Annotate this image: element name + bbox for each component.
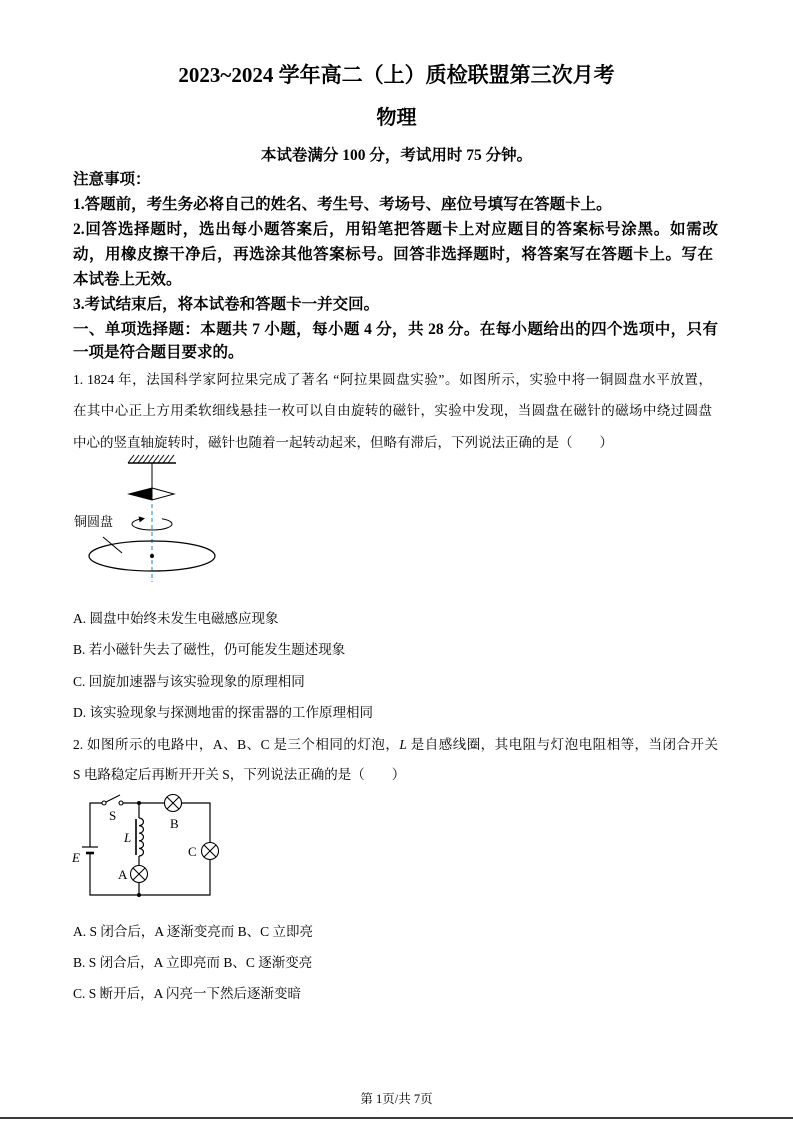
ceiling-hatch-mark — [133, 455, 139, 463]
junction-dot — [137, 893, 141, 897]
q1-stem-line: 在其中心正上方用柔软细线悬挂一枚可以自由旋转的磁针，实验中发现，当圆盘在磁针的磁场中绕过圆盘 — [73, 403, 712, 418]
ceiling-hatch-mark — [163, 455, 169, 463]
q1-option-a: A. 圆盘中始终未发生电磁感应现象 — [73, 611, 279, 626]
ceiling-hatch-mark — [168, 455, 174, 463]
notice-item-2-line: 本试卷上无效。 — [73, 271, 182, 288]
battery-label: E — [72, 850, 80, 865]
page-number: 第 1页/共 7页 — [360, 1092, 433, 1106]
switch-contact — [119, 801, 123, 805]
ceiling-hatch-mark — [148, 455, 154, 463]
disc-label: 铜圆盘 — [74, 514, 114, 529]
q2-option-a: A. S 闭合后，A 逐渐变亮而 B、C 立即亮 — [73, 924, 314, 939]
inductor-label: L — [124, 830, 132, 845]
needle-dark-half — [129, 488, 152, 500]
arago-disc-figure — [70, 450, 230, 590]
notice-item-2-line: 动，用橡皮擦干净后，再选涂其他答案标号。回答非选择题时，将答案写在答题卡上。写在 — [73, 246, 713, 263]
exam-info: 本试卷满分 100 分，考试用时 75 分钟。 — [260, 147, 533, 164]
disc-center-dot — [150, 554, 154, 558]
ceiling-hatch-mark — [158, 455, 164, 463]
exam-title: 2023~2024 学年高二（上）质检联盟第三次月考 — [178, 63, 615, 87]
bulb-a-icon — [131, 866, 148, 883]
switch-blade — [106, 795, 120, 802]
magnetic-needle — [129, 488, 174, 500]
q2-stem-part: 2. 如图所示的电路中，A、B、C 是三个相同的灯泡， — [73, 737, 400, 752]
q1-option-b: B. 若小磁针失去了磁性，仍可能发生题述现象 — [73, 642, 346, 657]
subject-title: 物理 — [376, 107, 417, 129]
bulb-b-label: B — [170, 816, 179, 831]
needle-light-half — [152, 488, 174, 500]
notice-item-1: 1.答题前，考生务必将自己的姓名、考生号、考场号、座位号填写在答题卡上。 — [73, 196, 612, 213]
q1-stem-line: 1. 1824 年，法国科学家阿拉果完成了著名 “阿拉果圆盘实验”。如图所示，实验中将一铜圆盘水平放置， — [73, 372, 712, 387]
switch-contact — [102, 801, 106, 805]
q2-stem-inductor-symbol: L — [399, 737, 407, 752]
ceiling-hatch-mark — [143, 455, 149, 463]
junction-dot — [137, 801, 141, 805]
q1-option-d: D. 该实验现象与探测地雷的探雷器的工作原理相同 — [73, 705, 373, 720]
ceiling-support — [128, 455, 176, 463]
q2-option-b: B. S 闭合后，A 立即亮而 B、C 逐渐变亮 — [73, 955, 313, 970]
notice-item-3: 3.考试结束后，将本试卷和答题卡一并交回。 — [73, 296, 380, 313]
q1-stem-line: 中心的竖直轴旋转时，磁针也随着一起转动起来，但略有滞后，下列说法正确的是（ ） — [73, 435, 613, 450]
label-leader-line — [103, 537, 122, 553]
circuit-figure — [65, 790, 230, 905]
bulb-a-label: A — [118, 867, 128, 882]
inductor-coil — [136, 818, 144, 856]
bulb-b-icon — [165, 795, 182, 812]
bulb-c-icon — [202, 843, 219, 860]
q2-stem-part: 是自感线圈，其电阻与灯泡电阻相等，当闭合开关 — [406, 737, 718, 752]
notice-item-2-line: 2.回答选择题时，选出每小题答案后，用铅笔把答题卡上对应题目的答案标号涂黑。如需改 — [73, 221, 718, 238]
q2-stem-line: S 电路稳定后再断开开关 S，下列说法正确的是（ ） — [73, 767, 406, 782]
q1-option-c: C. 回旋加速器与该实验现象的原理相同 — [73, 674, 305, 689]
coil-turns — [139, 818, 144, 856]
ceiling-hatch-mark — [128, 455, 134, 463]
page-bottom-rule — [0, 1117, 793, 1119]
section-heading-line: 一项是符合题目要求的。 — [73, 344, 244, 361]
section-heading-line: 一、单项选择题：本题共 7 小题，每小题 4 分，共 28 分。在每小题给出的四个选项中，只有 — [73, 321, 718, 338]
q2-stem-line — [73, 735, 718, 755]
ceiling-hatch-mark — [153, 455, 159, 463]
bulb-c-label: C — [188, 844, 197, 859]
ceiling-hatch-mark — [138, 455, 144, 463]
q2-option-c: C. S 断开后，A 闪亮一下然后逐渐变暗 — [73, 986, 302, 1001]
rotation-arrowhead — [139, 516, 145, 522]
switch-symbol — [102, 795, 123, 805]
battery-symbol — [82, 847, 98, 853]
switch-label: S — [109, 808, 117, 823]
notice-heading: 注意事项： — [73, 171, 151, 188]
